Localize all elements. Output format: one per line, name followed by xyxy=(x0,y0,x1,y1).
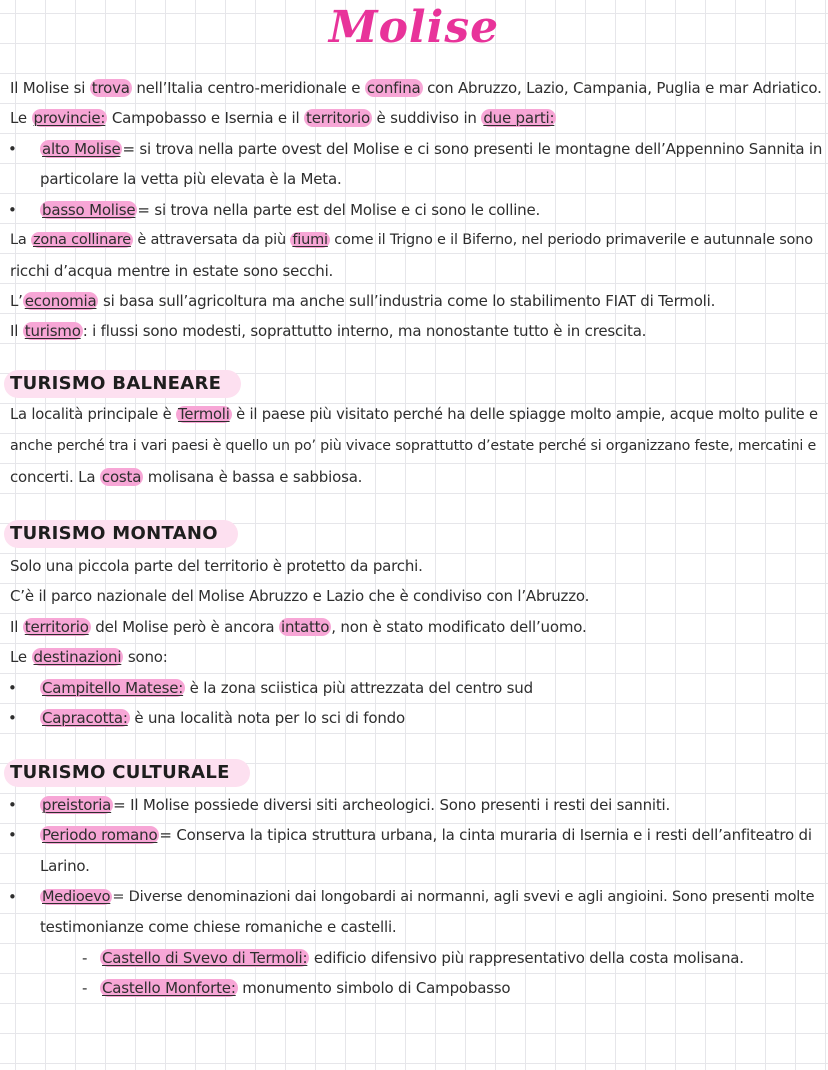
montano-bullet-capracotta: Capracotta: è una località nota per lo sci di fondo xyxy=(42,709,405,727)
bullet-dot: • xyxy=(8,201,17,219)
bullet-dot: • xyxy=(8,888,17,906)
montano-bullet-campitello: Campitello Matese: è la zona sciistica più attrezzata del centro sud xyxy=(42,679,533,697)
heading-turismo-culturale: TURISMO CULTURALE xyxy=(4,759,250,787)
dash-marker: - xyxy=(82,949,88,967)
montano-line-3: Il territorio del Molise però è ancora intatto , non è stato modificato dell’uomo. xyxy=(10,618,587,636)
intro-bullet-alto-molise-cont: particolare la vetta più elevata è la Meta. xyxy=(40,170,342,188)
balneare-line-2: anche perché tra i vari paesi è quello un po’ più vivace soprattutto d’estate perché si organizzano feste, mercatini e xyxy=(10,438,817,454)
culturale-bullet-preistoria: preistoria = Il Molise possiede diversi siti archeologici. Sono presenti i resti dei sanniti. xyxy=(42,796,671,814)
montano-line-1: Solo una piccola parte del territorio è protetto da parchi. xyxy=(10,557,423,575)
culturale-bullet-medioevo: Medioevo = Diverse denominazioni dai longobardi ai normanni, agli svevi e agli angioini. Sono presenti molte xyxy=(42,889,815,905)
montano-line-4: Le destinazioni sono: xyxy=(10,648,168,666)
culturale-bullet-periodo-romano-cont: Larino. xyxy=(40,857,90,875)
intro-line-5: L’ economia si basa sull’agricoltura ma anche sull’industria come lo stabilimento FIAT di Termoli. xyxy=(10,292,716,310)
intro-line-3: La zona collinare è attraversata da più fiumi come il Trigno e il Biferno, nel periodo primaverile e autunnale sono xyxy=(10,232,813,248)
heading-turismo-balneare: TURISMO BALNEARE xyxy=(4,370,241,398)
dash-marker: - xyxy=(82,979,88,997)
montano-line-2: C’è il parco nazionale del Molise Abruzzo e Lazio che è condiviso con l’Abruzzo. xyxy=(10,587,590,605)
bullet-dot: • xyxy=(8,709,17,727)
intro-bullet-basso-molise: basso Molise = si trova nella parte est del Molise e ci sono le colline. xyxy=(42,201,541,219)
heading-turismo-montano: TURISMO MONTANO xyxy=(4,520,238,548)
culturale-sub-castello-monforte: Castello Monforte: monumento simbolo di Campobasso xyxy=(102,979,511,997)
culturale-sub-castello-svevo: Castello di Svevo di Termoli: edificio difensivo più rappresentativo della costa molisana. xyxy=(102,949,744,967)
bullet-dot: • xyxy=(8,796,17,814)
bullet-dot: • xyxy=(8,140,17,158)
balneare-line-3: concerti. La costa molisana è bassa e sabbiosa. xyxy=(10,468,363,486)
culturale-bullet-periodo-romano: Periodo romano = Conserva la tipica struttura urbana, la cinta muraria di Isernia e i resti dell’anfiteatro di xyxy=(42,826,812,844)
intro-line-6: Il turismo : i flussi sono modesti, soprattutto interno, ma nonostante tutto è in crescita. xyxy=(10,322,647,340)
culturale-bullet-medioevo-cont: testimonianze come chiese romaniche e castelli. xyxy=(40,918,397,936)
bullet-dot: • xyxy=(8,826,17,844)
page-title: Molise xyxy=(328,2,500,53)
balneare-line-1: La località principale è Termoli è il paese più visitato perché ha delle spiagge molto ampie, acque molto pulite e xyxy=(10,406,818,423)
intro-line-1: Il Molise si trova nell’Italia centro-meridionale e confina con Abruzzo, Lazio, Campania, Puglia e mar Adriatico. xyxy=(10,79,822,97)
bullet-dot: • xyxy=(8,679,17,697)
intro-line-4: ricchi d’acqua mentre in estate sono secchi. xyxy=(10,262,334,280)
intro-line-2: Le provincie: Campobasso e Isernia e il territorio è suddiviso in due parti: xyxy=(10,109,555,127)
intro-bullet-alto-molise: alto Molise = si trova nella parte ovest del Molise e ci sono presenti le montagne dell’Appennino Sannita in xyxy=(42,140,823,158)
